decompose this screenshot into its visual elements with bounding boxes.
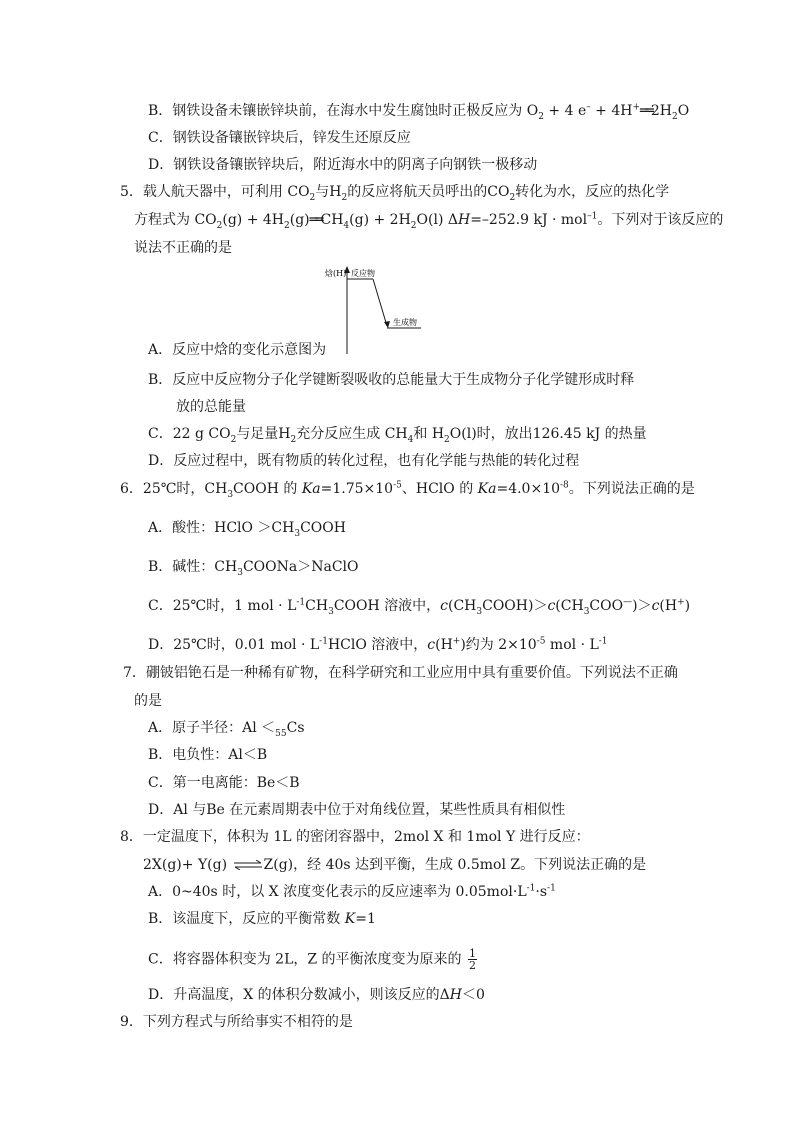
q5-stem-line2: 方程式为 $CO_2(g)$ + $4H_2(g)══CH_4(g) + 2H_2O(l)$ ΔH=–252.9 kJ · mol$^{-1}$。下列对于该反应的 — [134, 211, 724, 231]
q9-stem: 9．下列方程式与所给事实不相符的是 — [120, 1014, 353, 1030]
q8-option-d: D．升高温度，X 的体积分数减小，则该反应的ΔH＜0 — [148, 987, 485, 1003]
q6-option-d: D．25℃时，0.01 mol · $L^{-1}HClO$ 溶液中，c(H+)约为 $2\times 10^{-5}$ mol · $L^{-1}$ — [148, 636, 608, 653]
energy-change-line — [373, 279, 387, 326]
q4-option-b: B．钢铁设备未镶嵌锌块前，在海水中发生腐蚀时正极反应为 $O_2 + 4$ $e^- + 4H^+══2H_2O$ — [148, 102, 690, 122]
enthalpy-axis-label: 焓(H) — [325, 269, 347, 278]
q6-option-a: A．酸性：HClO $>CH_3COOH$ — [148, 520, 346, 539]
q4-option-d: D．钢铁设备镶嵌锌块后，附近海水中的阴离子向钢铁一极移动 — [148, 157, 538, 173]
q8-option-a: A．0~40s 时，以 X 浓度变化表示的反应速率为 $0.05mol\cdot L^{-1}\cdot s^{-1}$ — [148, 883, 556, 900]
q7-stem-line1: 7．硼铍铝铯石是一种稀有矿物，在科学研究和工业应用中具有重要价值。下列说法不正确 — [123, 665, 678, 681]
q5-option-c: C．22 g $CO_2$与足量$H_2$充分反应生成 $CH_4$和 $H_2O(l)$时，放出126.45 kJ 的热量 — [148, 426, 647, 445]
q5-stem-line1: 5．载人航天器中，可利用 $CO_2$与$H_2$的反应将航天员呼出的$CO_2$转化为水，反应的热化学 — [120, 184, 670, 203]
q6-option-b: B．碱性：$CH_3COONa>NaClO$ — [148, 559, 359, 578]
q7-option-b: B．电负性：Al＜B — [148, 747, 268, 763]
q4-option-c: C．钢铁设备镶嵌锌块后，锌发生还原反应 — [148, 130, 411, 146]
q8-option-c: C．将容器体积变为 2L，Z 的平衡浓度变为原来的 $\frac{1}{2}$ — [148, 947, 476, 972]
q6-stem: 6．25℃时，$CH_3COOH$ 的 $Ka=1.75\times 10^{-5}$、HClO 的 $Ka=4.0\times 10^{-8}$。下列说法正确的是 — [120, 480, 695, 500]
q6-option-c: C．25℃时，1 mol · $L^{-1}CH_3COOH$ 溶液中，$c(CH_3COOH)>c(CH_3COO^—)>c(H^+)$ — [148, 597, 691, 617]
q5-option-b-line1: B．反应中反应物分子化学键断裂吸收的总能量大于生成物分子化学键形成时释 — [148, 372, 635, 388]
q8-stem-line1: 8．一定温度下，体积为 1L 的密闭容器中，2mol X 和 1mol Y 进行反应： — [120, 829, 590, 845]
q8-option-b: B．该温度下，反应的平衡常数 K=1 — [148, 911, 376, 927]
q7-option-a: A．原子半径：$Al <_{55}Cs$ — [148, 720, 305, 739]
q8-stem-line2: 2X(g)+ Y(g) Z(g)，经 40s 达到平衡，生成 0.5mol Z。下列说法正确的是 — [143, 857, 647, 873]
q5-stem-line3: 说法不正确的是 — [134, 240, 232, 256]
reactant-label: 反应物 — [351, 269, 375, 278]
q5-option-a: A．反应中焓的变化示意图为 — [148, 342, 327, 358]
equilibrium-arrows — [233, 860, 263, 870]
enthalpy-diagram — [325, 264, 425, 356]
fraction-one-half: $\frac{1}{2}$ — [469, 947, 476, 972]
product-label: 生成物 — [393, 318, 417, 327]
q7-option-c: C．第一电离能：Be＜B — [148, 775, 300, 791]
energy-change-arrow — [384, 321, 390, 328]
q7-stem-line2: 的是 — [134, 693, 162, 709]
q5-option-d: D．反应过程中，既有物质的转化过程，也有化学能与热能的转化过程 — [148, 453, 580, 469]
q5-option-b-line2: 放的总能量 — [176, 399, 246, 415]
q7-option-d: D．Al 与Be 在元素周期表中位于对角线位置，某些性质具有相似性 — [148, 802, 566, 818]
